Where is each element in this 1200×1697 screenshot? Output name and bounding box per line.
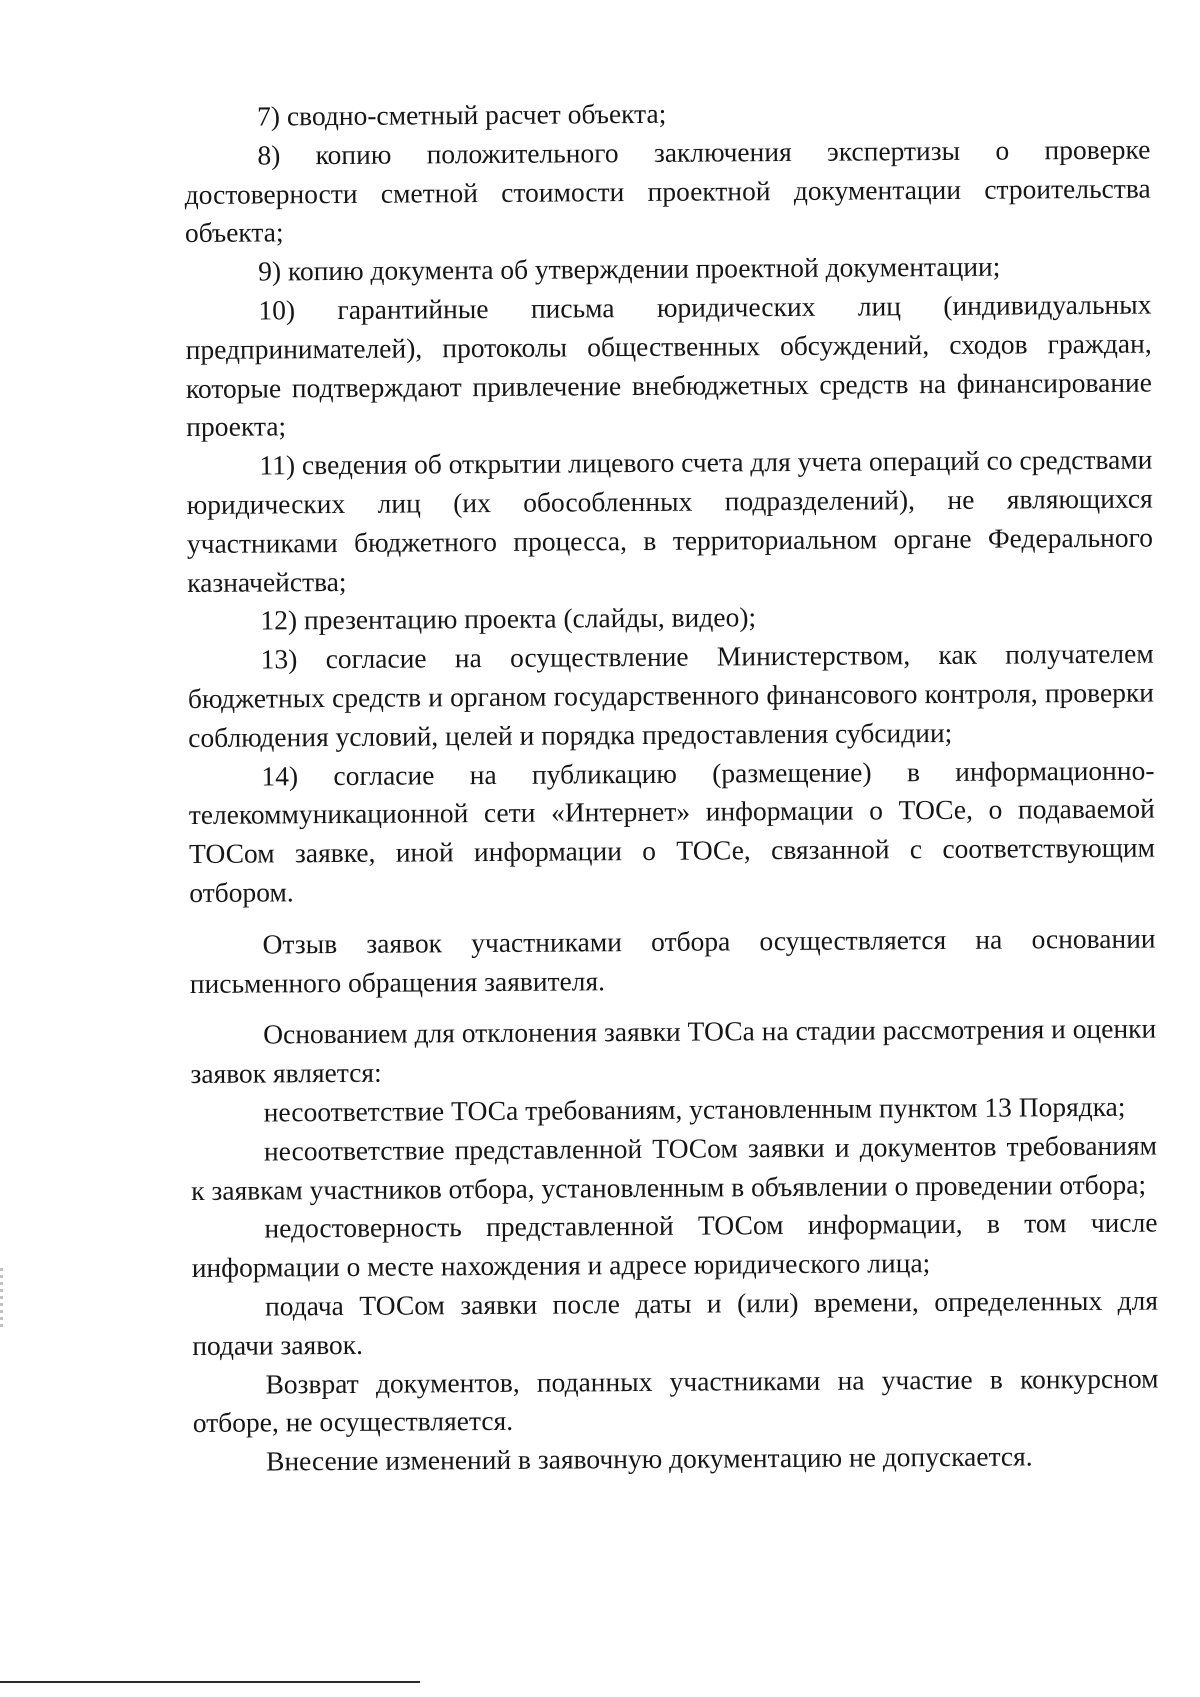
documents-return-paragraph: Возврат документов, поданных участниками на участие в конкурсном отборе, не осуществляется. xyxy=(192,1362,1159,1439)
document-body xyxy=(184,92,1159,1482)
withdrawal-paragraph: Отзыв заявок участниками отбора осуществляется на основании письменного обращения заявителя. xyxy=(189,922,1156,999)
list-item-8: 8) копию положительного заключения экспертизы о проверке достоверности сметной стоимости проектной документации строительства объекта; xyxy=(184,133,1151,249)
list-item-12: 12) презентацию проекта (слайды, видео); xyxy=(260,601,757,636)
rejection-ground-1: несоответствие ТОСа требованиям, установленным пунктом 13 Порядка; xyxy=(263,1090,1126,1128)
list-item-13: 13) согласие на осуществление Министерством, как получателем бюджетных средств и органом государственного финансового контроля, проверки соблюдения условий, целей и порядка предоставления субсидии; xyxy=(187,637,1155,753)
list-item-9: 9) копию документа об утверждении проектной документации; xyxy=(258,250,1001,287)
rejection-ground-3: недостоверность представленной ТОСом информации, в том числе информации о месте нахождения и адресе юридического лица; xyxy=(191,1206,1158,1284)
rejection-ground-4: подача ТОСом заявки после даты и (или) времени, определенных для подачи заявок. xyxy=(192,1284,1159,1361)
list-item-14: 14) согласие на публикацию (размещение) в информационно-телекоммуникационной сети «Интернет» информации о ТОСе, о подаваемой ТОСом заявке, иной информации о ТОСе, связанной с соответствующим отбором. xyxy=(188,754,1156,908)
list-item-7: 7) сводно-сметный расчет объекта; xyxy=(257,97,667,132)
amendments-paragraph: Внесение изменений в заявочную документацию не допускается. xyxy=(265,1440,1033,1477)
list-item-10: 10) гарантийные письма юридических лиц (индивидуальных предпринимателей), протоколы общественных обсуждений, сходов граждан, которые подтверждают привлечение внебюджетных средств на финансирование проекта; xyxy=(185,288,1153,443)
footer-rule xyxy=(0,1681,420,1683)
rejection-ground-2: несоответствие представленной ТОСом заявки и документов требованиям к заявкам участников отбора, установленным в объявлении о проведении отбора; xyxy=(191,1129,1158,1206)
rejection-grounds-heading: Основанием для отклонения заявки ТОСа на стадии рассмотрения и оценки заявок является: xyxy=(190,1012,1157,1090)
list-item-11: 11) сведения об открытии лицевого счета для учета операций со средствами юридических лиц (их обособленных подразделений), не являющихся участниками бюджетного процесса, в территориальном органе Федерального казначейства; xyxy=(186,443,1154,598)
scan-margin-mark xyxy=(0,1268,3,1328)
